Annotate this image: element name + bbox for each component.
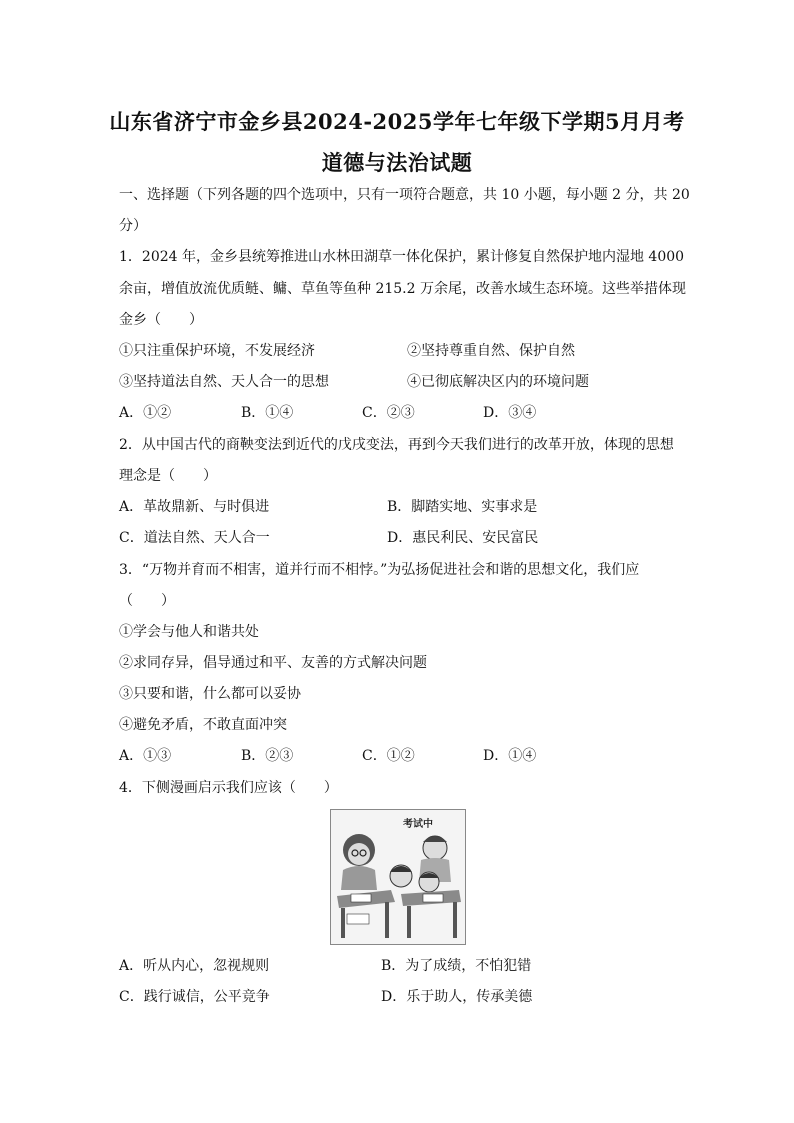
q2-option-a[interactable]: A．革故鼎新、与时俱进 — [119, 499, 270, 515]
q1-statement-4: ④已彻底解决区内的环境问题 — [407, 374, 589, 390]
q1-stem-line1: 1．2024 年，金乡县统筹推进山水林田湖草一体化保护，累计修复自然保护地内湿地 4000 — [119, 249, 685, 265]
q2-stem-line1: 2．从中国古代的商鞅变法到近代的戊戌变法，再到今天我们进行的改革开放，体现的思想 — [119, 437, 674, 453]
q2-stem-line2: 理念是（ ） — [119, 468, 217, 484]
q1-option-a[interactable]: A．①② — [119, 405, 172, 421]
q3-statement-2: ②求同存异，倡导通过和平、友善的方式解决问题 — [119, 655, 427, 671]
q3-statement-1: ①学会与他人和谐共处 — [119, 624, 259, 640]
q3-statement-3: ③只要和谐，什么都可以妥协 — [119, 686, 301, 702]
q3-option-d[interactable]: D．①④ — [483, 748, 537, 764]
q2-option-c[interactable]: C．道法自然、天人合一 — [119, 530, 270, 546]
cartoon-caption: 考试中 — [403, 819, 433, 830]
q1-stem-line3: 金乡（ ） — [119, 312, 203, 328]
q4-option-c[interactable]: C．践行诚信，公平竞争 — [119, 989, 270, 1005]
q3-stem-line2: （ ） — [119, 593, 175, 609]
q4-option-d[interactable]: D．乐于助人，传承美德 — [381, 989, 533, 1005]
q2-option-d[interactable]: D．惠民利民、安民富民 — [387, 530, 539, 546]
q3-option-c[interactable]: C．①② — [362, 748, 415, 764]
exam-cheating-cartoon — [330, 809, 466, 945]
q3-option-a[interactable]: A．①③ — [119, 748, 172, 764]
q1-statement-3: ③坚持道法自然、天人合一的思想 — [119, 374, 329, 390]
q2-option-b[interactable]: B．脚踏实地、实事求是 — [387, 499, 538, 515]
q3-option-b[interactable]: B．②③ — [241, 748, 294, 764]
q3-statement-4: ④避免矛盾，不敢直面冲突 — [119, 717, 287, 733]
section-heading-line1: 一、选择题（下列各题的四个选项中，只有一项符合题意，共 10 小题，每小题 2 分，共 20 — [119, 187, 690, 203]
section-heading-line2: 分） — [119, 218, 147, 234]
q1-statement-2: ②坚持尊重自然、保护自然 — [407, 343, 575, 359]
q3-stem-line1: 3．“万物并育而不相害，道并行而不相悖。”为弘扬促进社会和谐的思想文化，我们应 — [119, 562, 640, 578]
q1-option-c[interactable]: C．②③ — [362, 405, 415, 421]
cartoon-drawing — [331, 810, 465, 944]
q1-option-b[interactable]: B．①④ — [241, 405, 294, 421]
q4-option-a[interactable]: A．听从内心，忽视规则 — [119, 958, 270, 974]
q4-stem-line1: 4．下侧漫画启示我们应该（ ） — [119, 780, 338, 796]
q1-stem-line2: 余亩，增值放流优质鲢、鳙、草鱼等鱼种 215.2 万余尾，改善水域生态环境。这些举措体现 — [119, 281, 686, 297]
page-title-line1: 山东省济宁市金乡县2024-2025学年七年级下学期5月月考 — [109, 109, 685, 134]
q1-option-d[interactable]: D．③④ — [483, 405, 537, 421]
page-title-line2: 道德与法治试题 — [321, 150, 473, 175]
q1-statement-1: ①只注重保护环境，不发展经济 — [119, 343, 315, 359]
q4-option-b[interactable]: B．为了成绩，不怕犯错 — [381, 958, 532, 974]
